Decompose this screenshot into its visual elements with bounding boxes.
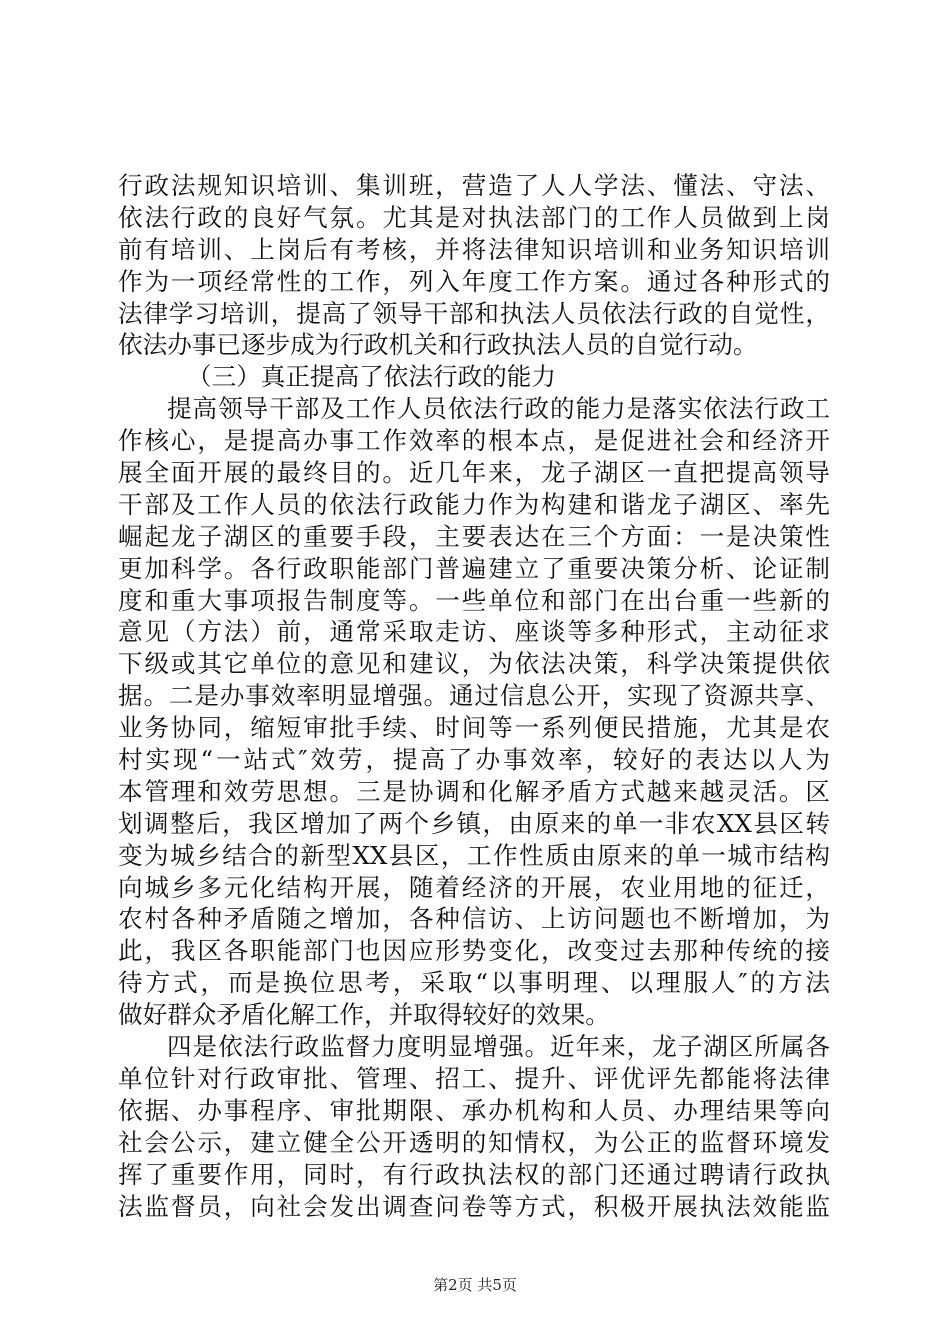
text-line: 向城乡多元化结构开展，随着经济的开展，农业用地的征迁， [118, 872, 830, 902]
section-heading: （三）真正提高了依法行政的能力 [187, 362, 556, 392]
text-line: 此，我区各职能部门也因应形势变化，改变过去那种传统的接 [118, 936, 830, 966]
text-line: 作为一项经常性的工作，列入年度工作方案。通过各种形式的 [118, 266, 830, 296]
text-line: 做好群众矛盾化解工作，并取得较好的效果。 [118, 1000, 610, 1030]
text-line: 依法办事已逐步成为行政机关和行政执法人员的自觉行动。 [118, 330, 758, 360]
text-line: 意见（方法）前，通常采取走访、座谈等多种形式，主动征求 [118, 617, 830, 647]
text-line: 本管理和效劳思想。三是协调和化解矛盾方式越来越灵活。区 [118, 776, 830, 806]
text-line: 划调整后，我区增加了两个乡镇，由原来的单一非农XX县区转 [118, 808, 830, 838]
text-line: 业务协同，缩短审批手续、时间等一系列便民措施，尤其是农 [118, 713, 830, 743]
text-line: 村实现“一站式″效劳，提高了办事效率，较好的表达以人为 [118, 745, 830, 775]
text-line: 挥了重要作用，同时，有行政执法权的部门还通过聘请行政执 [118, 1159, 830, 1189]
text-line: 更加科学。各行政职能部门普遍建立了重要决策分析、论证制 [118, 553, 830, 583]
text-line: 干部及工作人员的依法行政能力作为构建和谐龙子湖区、率先 [118, 489, 830, 519]
text-line: 变为城乡结合的新型XX县区，工作性质由原来的单一城市结构 [118, 840, 830, 870]
text-line: 展全面开展的最终目的。近几年来，龙子湖区一直把提高领导 [118, 458, 830, 488]
text-line: 行政法规知识培训、集训班，营造了人人学法、懂法、守法、 [118, 171, 830, 200]
text-line: 四是依法行政监督力度明显增强。近年来，龙子湖区所属各 [167, 1032, 830, 1062]
text-line: 法律学习培训，提高了领导干部和执法人员依法行政的自觉性， [118, 298, 830, 328]
text-line: 提高领导干部及工作人员依法行政的能力是落实依法行政工 [167, 394, 830, 424]
text-line: 单位针对行政审批、管理、招工、提升、评优评先都能将法律 [118, 1063, 830, 1093]
text-line: 下级或其它单位的意见和建议，为依法决策，科学决策提供依 [118, 649, 830, 679]
text-line: 依法行政的良好气氛。尤其是对执法部门的工作人员做到上岗 [118, 202, 830, 232]
text-line: 作核心，是提高办事工作效率的根本点，是促进社会和经济开 [118, 426, 830, 456]
text-line: 待方式，而是换位思考，采取“以事明理、以理服人″的方法 [118, 968, 830, 998]
document-body [118, 170, 830, 1222]
text-line: 前有培训、上岗后有考核，并将法律知识培训和业务知识培训 [118, 234, 830, 264]
page-number: 第2页 共5页 [433, 1276, 517, 1294]
text-line: 法监督员，向社会发出调查问卷等方式，积极开展执法效能监 [118, 1191, 830, 1221]
text-line: 依据、办事程序、审批期限、承办机构和人员、办理结果等向 [118, 1095, 830, 1125]
text-line: 社会公示，建立健全公开透明的知情权，为公正的监督环境发 [118, 1127, 830, 1157]
text-line: 度和重大事项报告制度等。一些单位和部门在出台重一些新的 [118, 585, 830, 615]
text-line: 崛起龙子湖区的重要手段，主要表达在三个方面：一是决策性 [118, 521, 830, 551]
text-line: 农村各种矛盾随之增加，各种信访、上访问题也不断增加，为 [118, 904, 830, 934]
text-line: 据。二是办事效率明显增强。通过信息公开，实现了资源共享、 [118, 681, 830, 711]
